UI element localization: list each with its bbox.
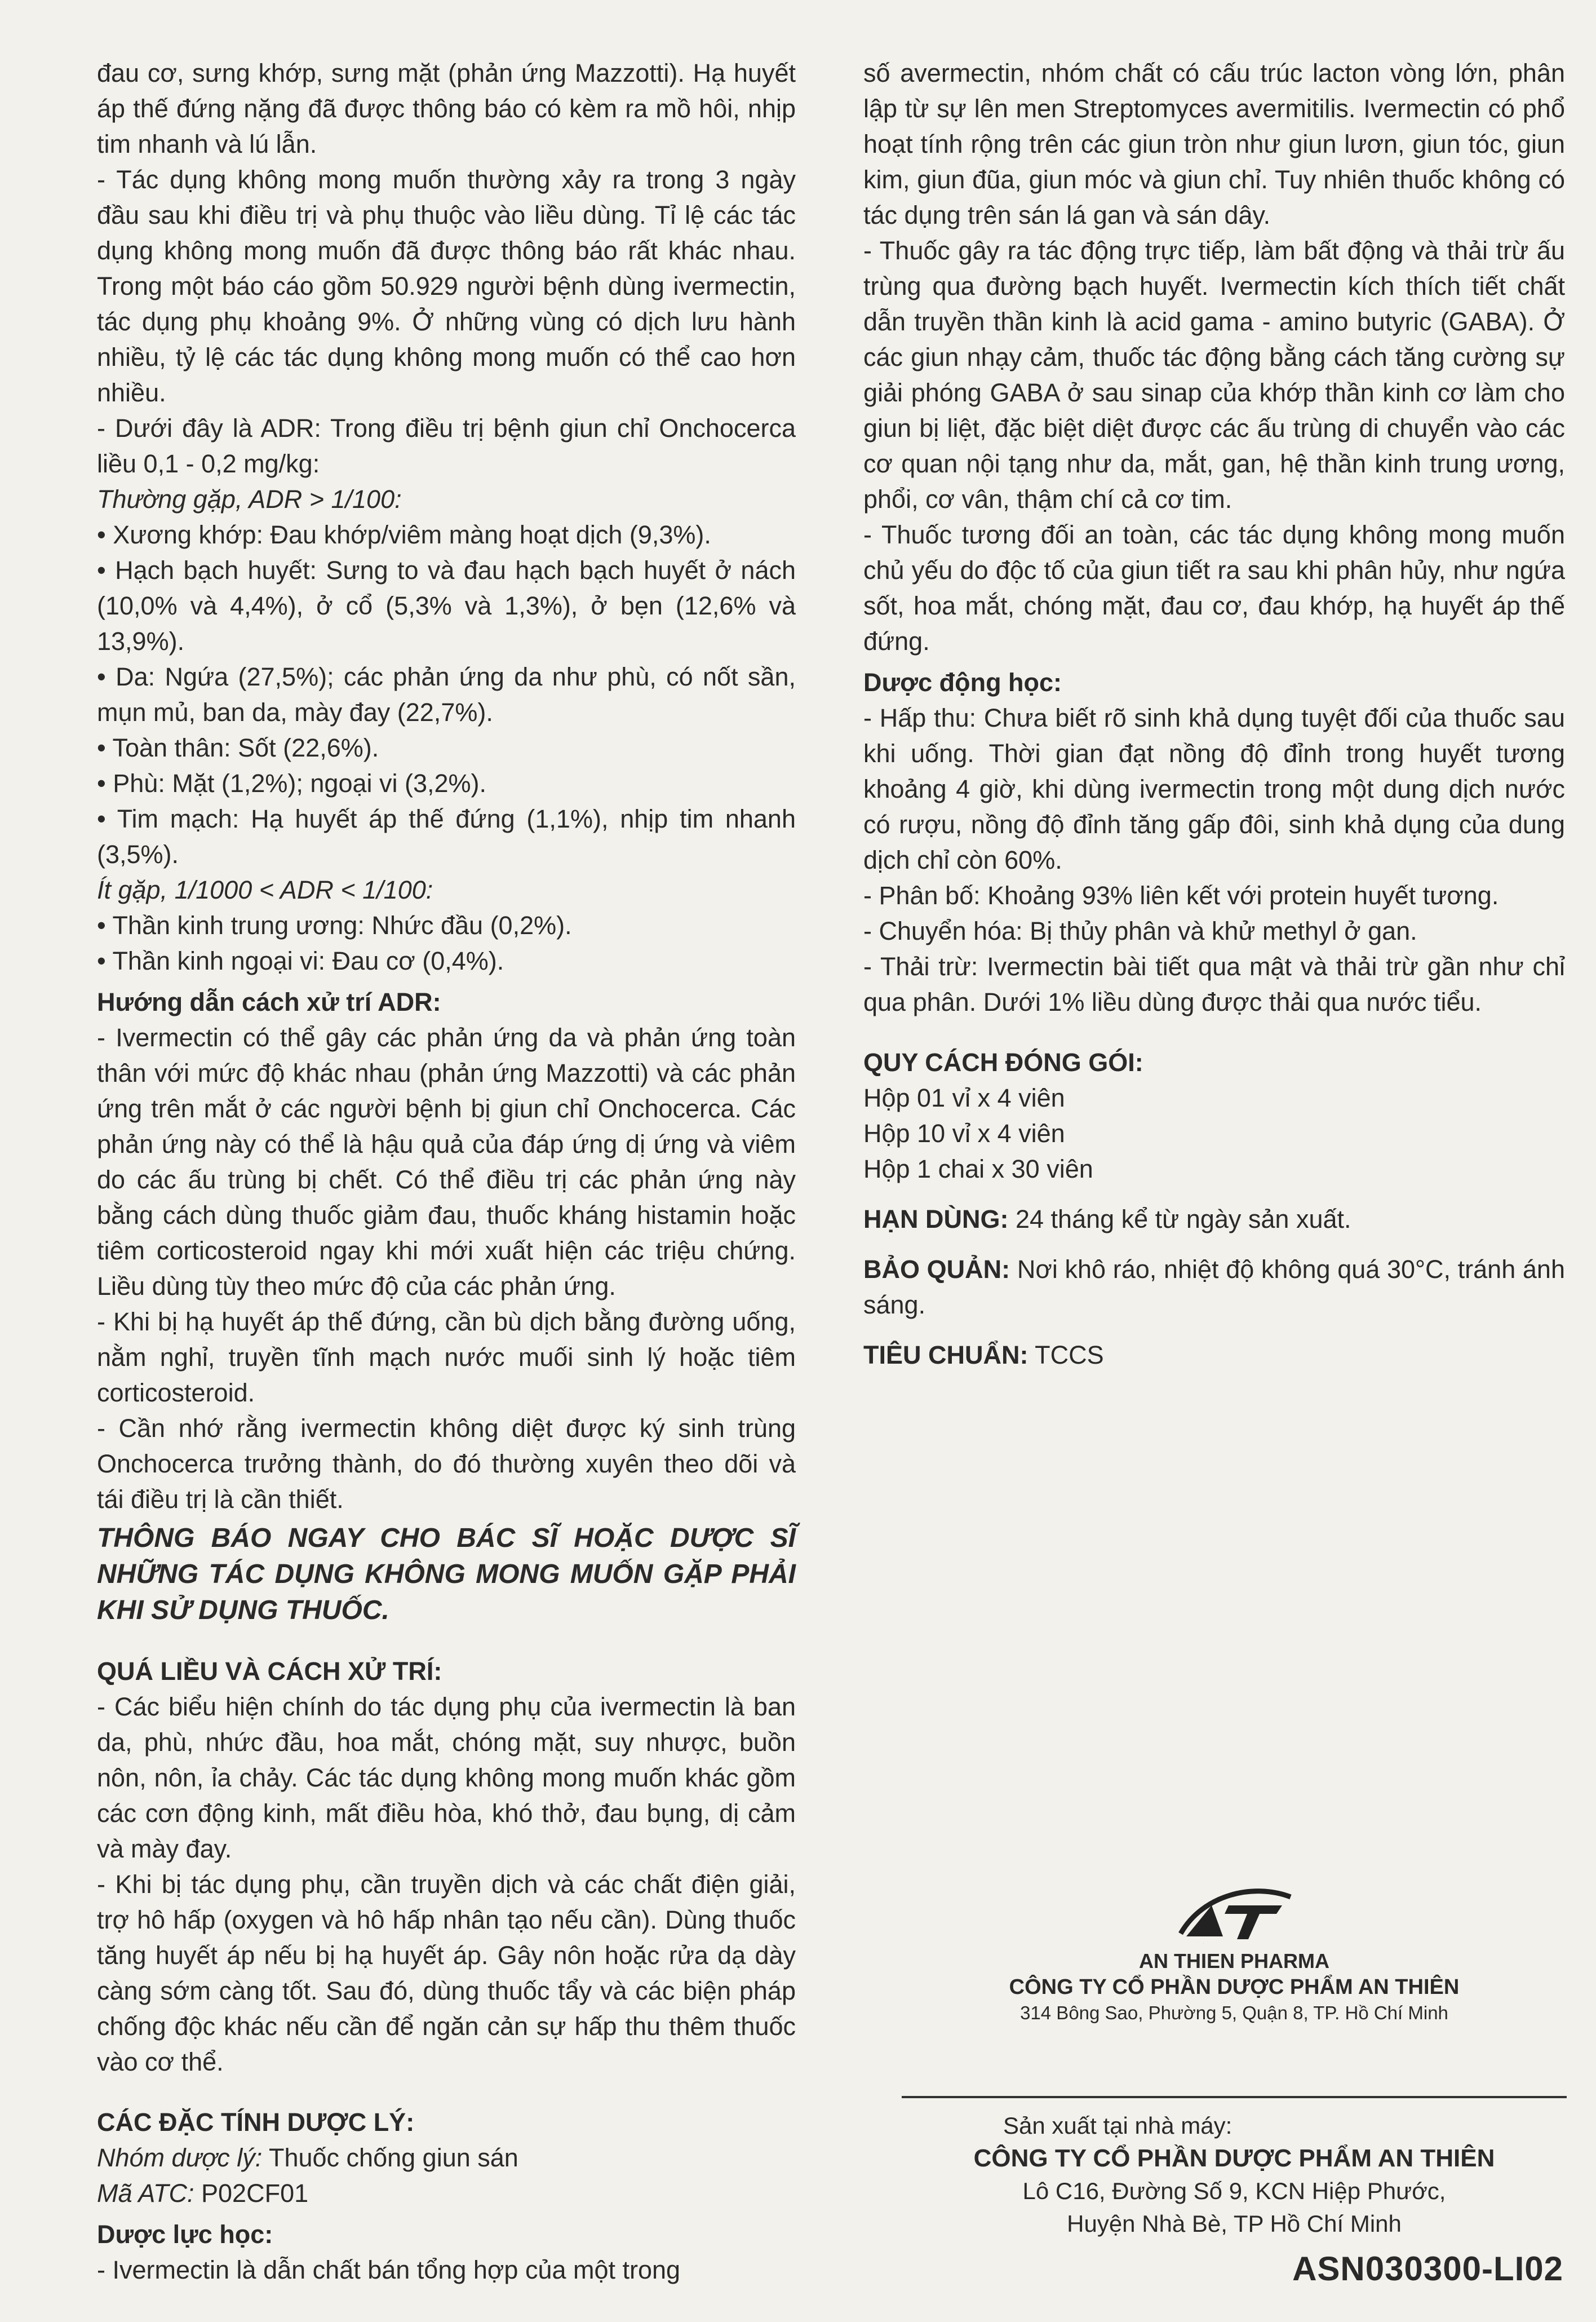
left_column-paragraph — [97, 2175, 796, 2211]
left_column-paragraph: - Tác dụng không mong muốn thường xảy ra trong 3 ngày đầu sau khi điều trị và phụ thuộc vào liều dùng. Tỉ lệ các tác dụng không mong muốn đã được thông báo rất khác nhau. Trong một báo cáo gồm 50.929 người bệnh dùng ivermectin, tác dụng phụ khoảng 9%. Ở những vùng có dịch lưu hành nhiều, tỷ lệ các tác dụng không mong muốn có thể cao hơn nhiều. — [97, 165, 796, 407]
left_column-paragraph: QUÁ LIỀU VÀ CÁCH XỬ TRÍ: — [97, 1657, 442, 1686]
right_column-text: TCCS — [1028, 1341, 1104, 1369]
right_column-paragraph: Dược động học: — [863, 668, 1062, 697]
left_column-paragraph: đau cơ, sưng khớp, sưng mặt (phản ứng Mazzotti). Hạ huyết áp thế đứng nặng đã được thông báo có kèm ra mồ hôi, nhịp tim nhanh và lú lẫn. — [97, 59, 796, 158]
company-full-name: CÔNG TY CỔ PHẦN DƯỢC PHẨM AN THIÊN — [1009, 1975, 1460, 1999]
an-thien-logo — [1169, 1883, 1299, 1945]
right_column-paragraph: Hộp 1 chai x 30 viên — [863, 1155, 1093, 1183]
right_column-paragraph: - Phân bố: Khoảng 93% liên kết với protein huyết tương. — [863, 881, 1499, 910]
manufacturer-address-1: Lô C16, Đường Số 9, KCN Hiệp Phước, — [1022, 2178, 1446, 2204]
left_column-paragraph: Hướng dẫn cách xử trí ADR: — [97, 988, 441, 1016]
document-code: ASN030300-LI02 — [1292, 2250, 1563, 2288]
left-column — [97, 55, 796, 2288]
right_column-paragraph: - Thải trừ: Ivermectin bài tiết qua mật và thải trừ gần như chỉ qua phân. Dưới 1% liều dùng được thải qua nước tiểu. — [863, 952, 1565, 1016]
left_column-lead: Mã ATC: — [97, 2179, 194, 2208]
manufacturer-label: Sản xuất tại nhà máy: — [1003, 2112, 1233, 2139]
company-address: 314 Bông Sao, Phường 5, Quận 8, TP. Hồ Chí Minh — [1020, 2002, 1448, 2023]
left_column-text: P02CF01 — [194, 2179, 309, 2208]
left_column-paragraph: Ít gặp, 1/1000 < ADR < 1/100: — [97, 875, 433, 904]
left_column-paragraph: • Phù: Mặt (1,2%); ngoại vi (3,2%). — [97, 769, 487, 798]
left_column-paragraph: • Thần kinh ngoại vi: Đau cơ (0,4%). — [97, 947, 504, 975]
left_column-paragraph: - Khi bị tác dụng phụ, cần truyền dịch và các chất điện giải, trợ hô hấp (oxygen và hô hấp nhân tạo nếu cần). Dùng thuốc tăng huyết áp nếu bị hạ huyết áp. Gây nôn hoặc rửa dạ dày càng sớm càng tốt. Sau đó, dùng thuốc tẩy và các biện pháp chống độc khác nếu cần để ngăn cản sự hấp thu thêm thuốc vào cơ thể. — [97, 1870, 796, 2076]
left_column-paragraph: CÁC ĐẶC TÍNH DƯỢC LÝ: — [97, 2108, 415, 2137]
right_column-text: Nơi khô ráo, nhiệt độ không quá 30°C, tránh ánh sáng. — [863, 1255, 1565, 1319]
manufacturer-name: CÔNG TY CỔ PHẦN DƯỢC PHẨM AN THIÊN — [973, 2144, 1495, 2172]
right_column-text: 24 tháng kể từ ngày sản xuất. — [1008, 1205, 1351, 1233]
right_column-lead: BẢO QUẢN: — [863, 1255, 1010, 1284]
left_column-paragraph: • Da: Ngứa (27,5%); các phản ứng da như phù, có nốt sần, mụn mủ, ban da, mày đay (22,7%). — [97, 662, 796, 727]
manufacturer-address-2: Huyện Nhà Bè, TP Hồ Chí Minh — [1067, 2210, 1402, 2237]
right_column-paragraph — [863, 1251, 1565, 1323]
right_column-paragraph — [863, 1201, 1565, 1237]
left_column-text: Thuốc chống giun sán — [262, 2143, 518, 2172]
right_column-paragraph: Hộp 01 vỉ x 4 viên — [863, 1083, 1065, 1112]
left_column-paragraph: Dược lực học: — [97, 2220, 273, 2249]
left_column-paragraph: • Tim mạch: Hạ huyết áp thế đứng (1,1%), nhịp tim nhanh (3,5%). — [97, 804, 796, 869]
right_column-lead: TIÊU CHUẨN: — [863, 1341, 1028, 1369]
right_column-paragraph: - Thuốc gây ra tác động trực tiếp, làm bất động và thải trừ ấu trùng qua đường bạch huyết. Ivermectin kích thích tiết chất dẫn truyền thần kinh là acid gama - amino butyric (GABA). Ở các giun nhạy cảm, thuốc tác động bằng cách tăng cường sự giải phóng GABA ở sau sinap của khớp thần kinh cơ làm cho giun bị liệt, đặc biệt diệt được các ấu trùng di chuyển vào các cơ quan nội tạng như da, mắt, gan, hệ thần kinh trung ương, phổi, cơ vân, thậm chí cả cơ tim. — [863, 236, 1565, 514]
left_column-paragraph: - Dưới đây là ADR: Trong điều trị bệnh giun chỉ Onchocerca liều 0,1 - 0,2 mg/kg: — [97, 414, 796, 478]
left_column-paragraph: • Xương khớp: Đau khớp/viêm màng hoạt dịch (9,3%). — [97, 520, 711, 549]
right_column-paragraph: số avermectin, nhóm chất có cấu trúc lacton vòng lớn, phân lập từ sự lên men Streptomyces avermitilis. Ivermectin có phổ hoạt tính rộng trên các giun tròn như giun lươn, giun tóc, giun kim, giun đũa, giun móc và giun chỉ. Tuy nhiên thuốc không có tác dụng trên sán lá gan và sán dây. — [863, 59, 1565, 229]
left_column-paragraph: - Các biểu hiện chính do tác dụng phụ của ivermectin là ban da, phù, nhức đầu, hoa mắt, chóng mặt, suy nhược, buồn nôn, nôn, ỉa chảy. Các tác dụng không mong muốn khác gồm các cơn động kinh, mất điều hòa, khó thở, đau bụng, dị cảm và mày đay. — [97, 1692, 796, 1863]
right_column-paragraph: QUY CÁCH ĐÓNG GÓI: — [863, 1048, 1143, 1077]
right_column-paragraph — [863, 1337, 1565, 1373]
right-column — [863, 55, 1565, 1373]
right_column-paragraph: - Thuốc tương đối an toàn, các tác dụng không mong muốn chủ yếu do độc tố của giun tiết ra sau khi phân hủy, như ngứa sốt, hoa mắt, chóng mặt, đau cơ, đau khớp, hạ huyết áp thế đứng. — [863, 520, 1565, 656]
manufacturer-block — [902, 2109, 1567, 2240]
left_column-paragraph: - Ivermectin là dẫn chất bán tổng hợp của một trong — [97, 2255, 681, 2284]
right_column-paragraph: - Hấp thu: Chưa biết rõ sinh khả dụng tuyệt đối của thuốc sau khi uống. Thời gian đạt nồng độ đỉnh trong huyết tương khoảng 4 giờ, khi dùng ivermectin trong một dung dịch nước có rượu, nồng độ đỉnh tăng gấp đôi, sinh khả dụng của dung dịch chỉ còn 60%. — [863, 704, 1565, 874]
right_column-paragraph: Hộp 10 vỉ x 4 viên — [863, 1119, 1065, 1148]
left_column-lead: Nhóm dược lý: — [97, 2143, 263, 2172]
divider-line — [902, 2096, 1567, 2098]
right_column-lead: HẠN DÙNG: — [863, 1205, 1009, 1233]
company-short-name: AN THIEN PHARMA — [1139, 1949, 1329, 1972]
left_column-paragraph: - Ivermectin có thể gây các phản ứng da và phản ứng toàn thân với mức độ khác nhau (phản ứng Mazzotti) và các phản ứng trên mắt ở các người bệnh bị giun chỉ Onchocerca. Các phản ứng này có thể là hậu quả của đáp ứng dị ứng và viêm do các ấu trùng bị chết. Có thể điều trị các phản ứng này bằng cách dùng thuốc giảm đau, thuốc kháng histamin hoặc tiêm corticosteroid ngay khi mới xuất hiện các triệu chứng. Liều dùng tùy theo mức độ của các phản ứng. — [97, 1023, 796, 1301]
left_column-paragraph: • Toàn thân: Sốt (22,6%). — [97, 733, 379, 762]
left_column-paragraph: Thường gặp, ADR > 1/100: — [97, 485, 402, 514]
left_column-paragraph: THÔNG BÁO NGAY CHO BÁC SĨ HOẶC DƯỢC SĨ NHỮNG TÁC DỤNG KHÔNG MONG MUỐN GẶP PHẢI KHI SỬ DỤNG THUỐC. — [97, 1523, 796, 1625]
left_column-paragraph: • Thần kinh trung ương: Nhức đầu (0,2%). — [97, 911, 572, 940]
right_column-paragraph: - Chuyển hóa: Bị thủy phân và khử methyl ở gan. — [863, 917, 1417, 945]
left_column-paragraph — [97, 2140, 796, 2175]
left_column-paragraph: - Cần nhớ rằng ivermectin không diệt được ký sinh trùng Onchocerca trưởng thành, do đó thường xuyên theo dõi và tái điều trị là cần thiết. — [97, 1414, 796, 1514]
company-block — [902, 1883, 1567, 2026]
left_column-paragraph: • Hạch bạch huyết: Sưng to và đau hạch bạch huyết ở nách (10,0% và 4,4%), ở cổ (5,3% và 1,3%), ở bẹn (12,6% và 13,9%). — [97, 556, 796, 656]
left_column-paragraph: - Khi bị hạ huyết áp thế đứng, cần bù dịch bằng đường uống, nằm nghỉ, truyền tĩnh mạch nước muối sinh lý hoặc tiêm corticosteroid. — [97, 1307, 796, 1407]
